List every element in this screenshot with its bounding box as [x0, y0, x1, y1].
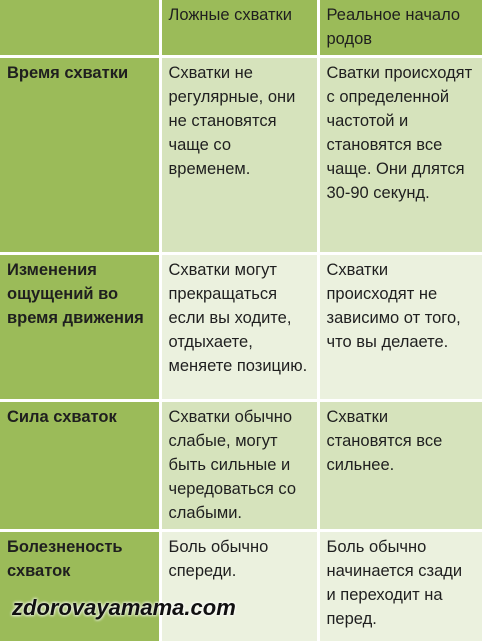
header-false-contractions: Ложные схватки [160, 0, 318, 57]
cell-real-labor: Сватки происходят с определенной частотой и становятся все чаще. Они длятся 30-90 секунд. [318, 57, 482, 254]
table-row [0, 57, 482, 254]
row-label-movement-sensations: Изменения ощущений во время движения [0, 254, 160, 401]
cell-false-contractions: Схватки могут прекращаться если вы ходите, отдыхаете, меняете позицию. [160, 254, 318, 401]
cell-real-labor: Схватки происходят не зависимо от того, что вы делаете. [318, 254, 482, 401]
table-row [0, 254, 482, 401]
cell-real-labor: Схватки становятся все сильнее. [318, 401, 482, 531]
table-row [0, 401, 482, 531]
table-row [0, 531, 482, 641]
cell-false-contractions: Схватки обычно слабые, могут быть сильные и чередоваться со слабыми. [160, 401, 318, 531]
cell-false-contractions: Боль обычно спереди. [160, 531, 318, 641]
row-label-contraction-strength: Сила схваток [0, 401, 160, 531]
cell-real-labor: Боль обычно начинается сзади и переходит на перед. [318, 531, 482, 641]
row-label-contraction-pain: Болезненость схваток [0, 531, 160, 641]
row-label-contraction-time: Время схватки [0, 57, 160, 254]
cell-false-contractions: Схватки не регулярные, они не становятся чаще со временем. [160, 57, 318, 254]
header-corner-cell [0, 0, 160, 57]
site-watermark: zdorovayamama.com [12, 595, 236, 620]
header-real-labor: Реальное начало родов [318, 0, 482, 57]
table-header-row [0, 0, 482, 57]
